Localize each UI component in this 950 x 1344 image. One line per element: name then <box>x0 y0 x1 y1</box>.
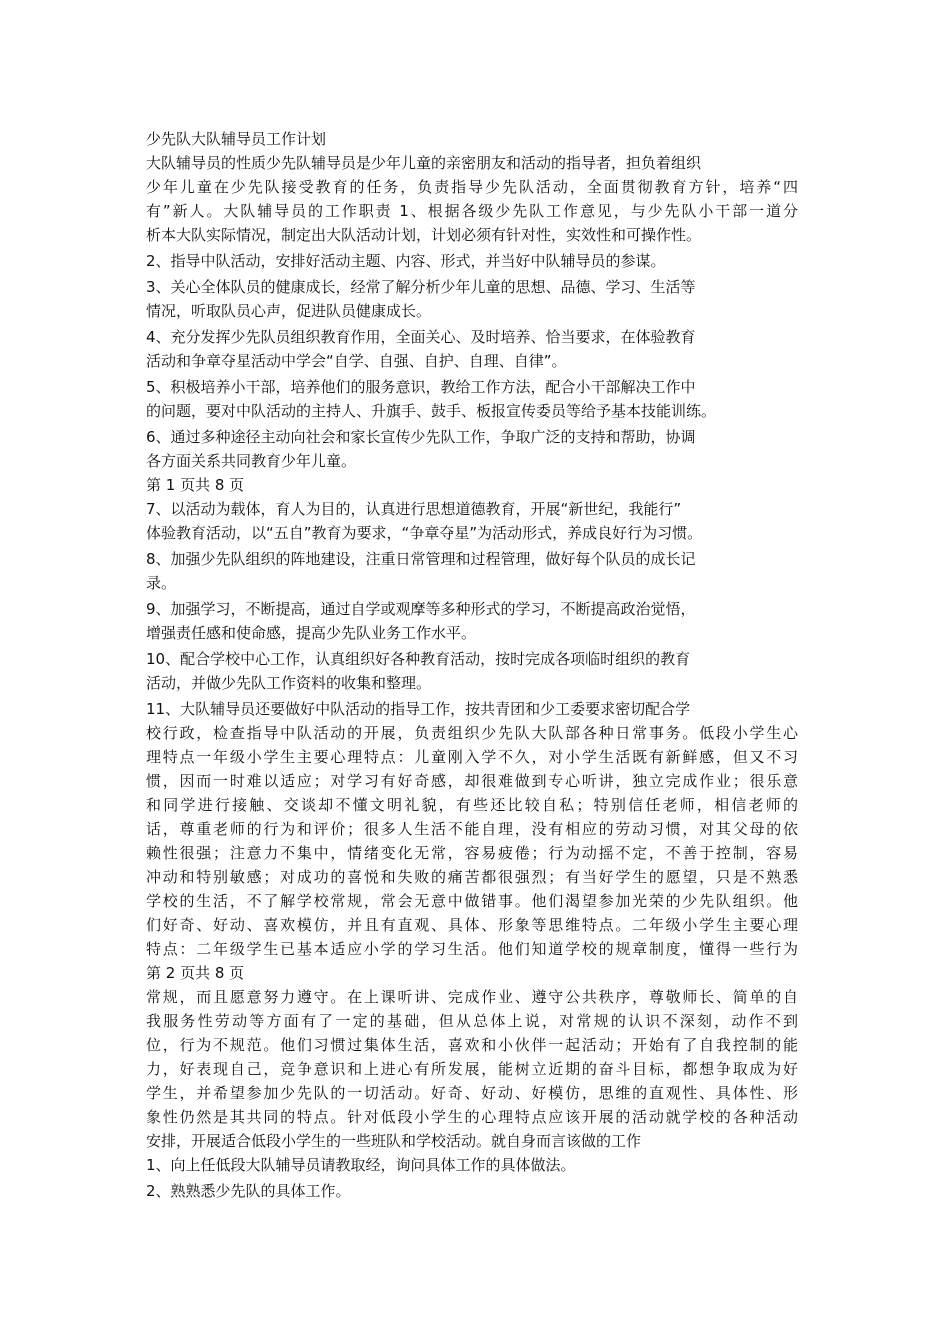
text-line: 象性仍然是其共同的特点。针对低段小学生的心理特点应该开展的活动就学校的各种活动 <box>146 1108 798 1126</box>
text-line: 活动，并做少先队工作资料的收集和整理。 <box>146 674 432 692</box>
text-line: 体验教育活动，以“五自”教育为要求，“争章夺星”为活动形式，养成良好行为习惯。 <box>146 524 703 542</box>
text-line: 录。 <box>146 574 177 592</box>
text-line: 大队辅导员的性质少先队辅导员是少年儿童的亲密朋友和活动的指导者，担负着组织 <box>146 154 702 172</box>
page-number: 第 2 页共 8 页 <box>146 964 245 982</box>
document-body <box>146 127 808 1203</box>
text-line: 冲动和特别敏感；对成功的喜悦和失败的痛苦都很强烈；有当好学生的愿望，只是不熟悉 <box>146 868 798 886</box>
text-line: 力，好表现自己，竞争意识和上进心有所发展，能树立近期的奋斗目标，都想争取成为好 <box>146 1060 798 1078</box>
text-line: 少年儿童在少先队接受教育的任务，负责指导少先队活动，全面贯彻教育方针，培养“四 <box>146 178 798 196</box>
text-line: 析本大队实际情况，制定出大队活动计划，计划必须有针对性，实效性和可操作性。 <box>146 226 702 244</box>
text-line: 校行政，检查指导中队活动的开展，负责组织少先队大队部各种日常事务。低段小学生心 <box>146 724 798 742</box>
text-line: 8、加强少先队组织的阵地建设，注重日常管理和过程管理，做好每个队员的成长记 <box>146 550 696 568</box>
text-line: 7、以活动为载体，育人为目的，认真进行思想道德教育，开展“新世纪，我能行” <box>146 500 682 518</box>
text-line: 安排，开展适合低段小学生的一些班队和学校活动。就自身而言该做的工作 <box>146 1132 642 1150</box>
text-line: 2、指导中队活动，安排好活动主题、内容、形式，并当好中队辅导员的参谋。 <box>146 252 666 270</box>
text-line: 有”新人。大队辅导员的工作职责 1、根据各级少先队工作意见，与少先队小干部一道分 <box>146 202 798 220</box>
text-line: 的问题，要对中队活动的主持人、升旗手、鼓手、板报宣传委员等给予基本技能训练。 <box>146 402 717 420</box>
text-line: 我服务性劳动等方面有了一定的基础，但从总体上说，对常规的认识不深刻，动作不到 <box>146 1012 798 1030</box>
text-line: 6、通过多种途径主动向社会和家长宣传少先队工作，争取广泛的支持和帮助，协调 <box>146 428 696 446</box>
text-line: 常规，而且愿意努力遵守。在上课听讲、完成作业、遵守公共秩序，尊敬师长、简单的自 <box>146 988 798 1006</box>
text-line: 话，尊重老师的行为和评价；很多人生活不能自理，没有相应的劳动习惯，对其父母的依 <box>146 820 798 838</box>
text-line: 11、大队辅导员还要做好中队活动的指导工作，按共青团和少工委要求密切配合学 <box>146 700 691 718</box>
text-line: 3、关心全体队员的健康成长，经常了解分析少年儿童的思想、品德、学习、生活等 <box>146 278 696 296</box>
text-line: 理特点一年级小学生主要心理特点：儿童刚入学不久，对小学生活既有新鲜感，但又不习 <box>146 748 798 766</box>
text-line: 5、积极培养小干部，培养他们的服务意识，教给工作方法，配合小干部解决工作中 <box>146 378 696 396</box>
document-title: 少先队大队辅导员工作计划 <box>146 130 327 148</box>
page-number: 第 1 页共 8 页 <box>146 476 245 494</box>
text-line: 学校的生活，不了解学校常规，常会无意中做错事。他们渴望参加光荣的少先队组织。他 <box>146 892 798 910</box>
text-line: 们好奇、好动、喜欢模仿，并且有直观、具体、形象等思维特点。二年级小学生主要心理 <box>146 916 798 934</box>
text-line: 惯，因而一时难以适应；对学习有好奇感，却很难做到专心听讲，独立完成作业；很乐意 <box>146 772 798 790</box>
text-line: 活动和争章夺星活动中学会“自学、自强、自护、自理、自律”。 <box>146 352 567 370</box>
text-line: 9、加强学习，不断提高，通过自学或观摩等多种形式的学习，不断提高政治觉悟， <box>146 600 696 618</box>
text-line: 10、配合学校中心工作，认真组织好各种教育活动，按时完成各项临时组织的教育 <box>146 650 691 668</box>
text-line: 位，行为不规范。他们习惯过集体生活，喜欢和小伙伴一起活动；开始有了自我控制的能 <box>146 1036 798 1054</box>
text-line: 特点：二年级学生已基本适应小学的学习生活。他们知道学校的规章制度，懂得一些行为 <box>146 940 798 958</box>
text-line: 4、充分发挥少先队员组织教育作用，全面关心、及时培养、恰当要求，在体验教育 <box>146 328 696 346</box>
text-line: 赖性很强；注意力不集中，情绪变化无常，容易疲倦；行为动摇不定，不善于控制，容易 <box>146 844 798 862</box>
text-line: 2、熟熟悉少先队的具体工作。 <box>146 1182 351 1200</box>
text-line: 增强责任感和使命感，提高少先队业务工作水平。 <box>146 624 477 642</box>
text-line: 情况，听取队员心声，促进队员健康成长。 <box>146 302 432 320</box>
text-line: 学生，并希望参加少先队的一切活动。好奇、好动、好模仿，思维的直观性、具体性、形 <box>146 1084 798 1102</box>
text-line: 各方面关系共同教育少年儿童。 <box>146 452 357 470</box>
text-line: 和同学进行接触、交谈却不懂文明礼貌，有些还比较自私；特别信任老师，相信老师的 <box>146 796 798 814</box>
text-line: 1、向上任低段大队辅导员请教取经，询问具体工作的具体做法。 <box>146 1156 576 1174</box>
